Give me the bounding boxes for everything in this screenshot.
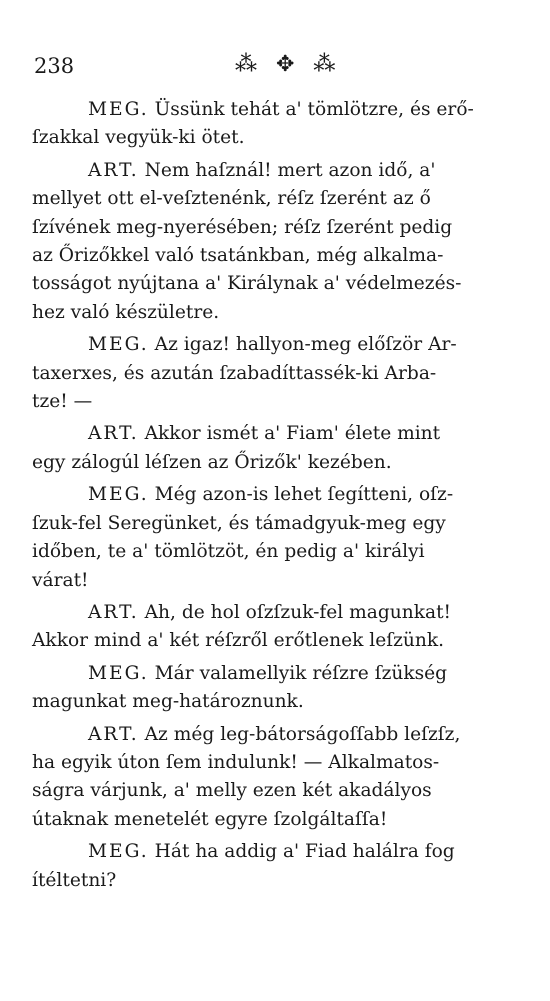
text-line <box>32 749 510 777</box>
text-line <box>32 627 510 655</box>
speaker-label: MEG. <box>88 841 149 863</box>
text-line <box>32 867 510 895</box>
dialogue-paragraph <box>32 420 510 477</box>
text-line <box>32 388 510 416</box>
speaker-label: ART. <box>88 423 139 445</box>
text-line <box>32 567 510 595</box>
text-line <box>32 449 510 477</box>
text-line <box>32 538 510 566</box>
dialogue-paragraph <box>32 96 510 153</box>
text-line <box>32 721 510 749</box>
line-text: ſzakkal vegyük-ki ötet. <box>32 127 245 149</box>
line-text: ítéltetni? <box>32 869 117 891</box>
text-line <box>32 157 510 185</box>
line-text: tze! — <box>32 391 93 413</box>
page-number: 238 <box>34 54 75 78</box>
page-header <box>30 50 520 84</box>
text-line <box>32 360 510 388</box>
dialogue-paragraph <box>32 838 510 895</box>
line-text: ságra várjunk, a' melly ezen két akadályos <box>32 780 432 802</box>
dialogue-paragraph <box>32 721 510 835</box>
line-text: ha egyik úton ſem indulunk! — Alkalmatos- <box>32 751 440 773</box>
line-text: Az igaz! hallyon-meg előſzör Ar- <box>154 334 457 356</box>
speaker-label: ART. <box>88 601 139 623</box>
text-line <box>32 185 510 213</box>
line-text: várat! <box>32 569 89 591</box>
line-text: Akkor mind a' két réſzről erőtlenek leſzünk. <box>32 630 445 652</box>
line-text: Hát ha addig a' Fiad halálra fog <box>154 841 455 863</box>
line-text: útaknak menetelét egyre ſzolgáltaſſa! <box>32 808 388 830</box>
text-line <box>32 420 510 448</box>
line-text: mellyet ott el-veſztenénk, réſz ſzerént az ő <box>32 188 431 210</box>
dialogue-paragraph <box>32 660 510 717</box>
line-text: magunkat meg-határoznunk. <box>32 691 304 713</box>
ornament-icon: ⁂ ✥ ⁂ <box>235 52 342 77</box>
line-text: az Őrizőkkel való tsatánkban, még alkalma- <box>32 245 444 267</box>
line-text: Üssünk tehát a' tömlötzre, és erő- <box>154 99 474 120</box>
line-text: Akkor ismét a' Fiam' élete mint <box>144 423 441 445</box>
line-text: ſzuk-fel Seregünket, és támadgyuk-meg egy <box>32 512 446 534</box>
line-text: időben, te a' tömlötzöt, én pedig a' királyi <box>32 541 425 563</box>
line-text: ſzívének meg-nyerésében; réſz ſzerént pedig <box>32 216 453 238</box>
dialogue-paragraph <box>32 331 510 416</box>
line-text: Az még leg-bátorságoſſabb leſzſz, <box>144 723 461 745</box>
text-line <box>32 599 510 627</box>
text-line <box>32 660 510 688</box>
line-text: taxerxes, és azután ſzabadíttassék-ki Arba- <box>32 362 437 384</box>
speaker-label: MEG. <box>88 334 149 356</box>
dialogue-paragraph <box>32 481 510 595</box>
line-text: Még azon-is lehet ſegítteni, oſz- <box>154 484 454 506</box>
speaker-label: MEG. <box>88 99 149 120</box>
text-line <box>32 299 510 327</box>
speaker-label: MEG. <box>88 662 149 684</box>
dialogue-paragraph <box>32 599 510 656</box>
dialogue-paragraph <box>32 157 510 327</box>
speaker-label: ART. <box>88 723 139 745</box>
text-line <box>32 688 510 716</box>
text-line <box>32 331 510 359</box>
text-line <box>32 242 510 270</box>
speaker-label: MEG. <box>88 484 149 506</box>
line-text: Ah, de hol oſzſzuk-fel magunkat! <box>144 601 452 623</box>
text-line <box>32 777 510 805</box>
text-line <box>32 214 510 242</box>
line-text: egy zálogúl léſzen az Őrizők' kezében. <box>32 451 392 473</box>
page-body <box>32 96 510 899</box>
text-line <box>32 806 510 834</box>
text-line <box>32 124 510 152</box>
text-line <box>32 270 510 298</box>
line-text: Nem haſznál! mert azon idő, a' <box>144 159 436 181</box>
text-line <box>32 481 510 509</box>
speaker-label: ART. <box>88 159 139 181</box>
text-line <box>32 838 510 866</box>
text-line <box>32 510 510 538</box>
line-text: Már valamellyik réſzre ſzükség <box>154 662 448 684</box>
line-text: hez való készületre. <box>32 301 220 323</box>
line-text: tosságot nyújtana a' Királynak a' védelmezés- <box>32 273 462 295</box>
text-line <box>32 96 510 124</box>
